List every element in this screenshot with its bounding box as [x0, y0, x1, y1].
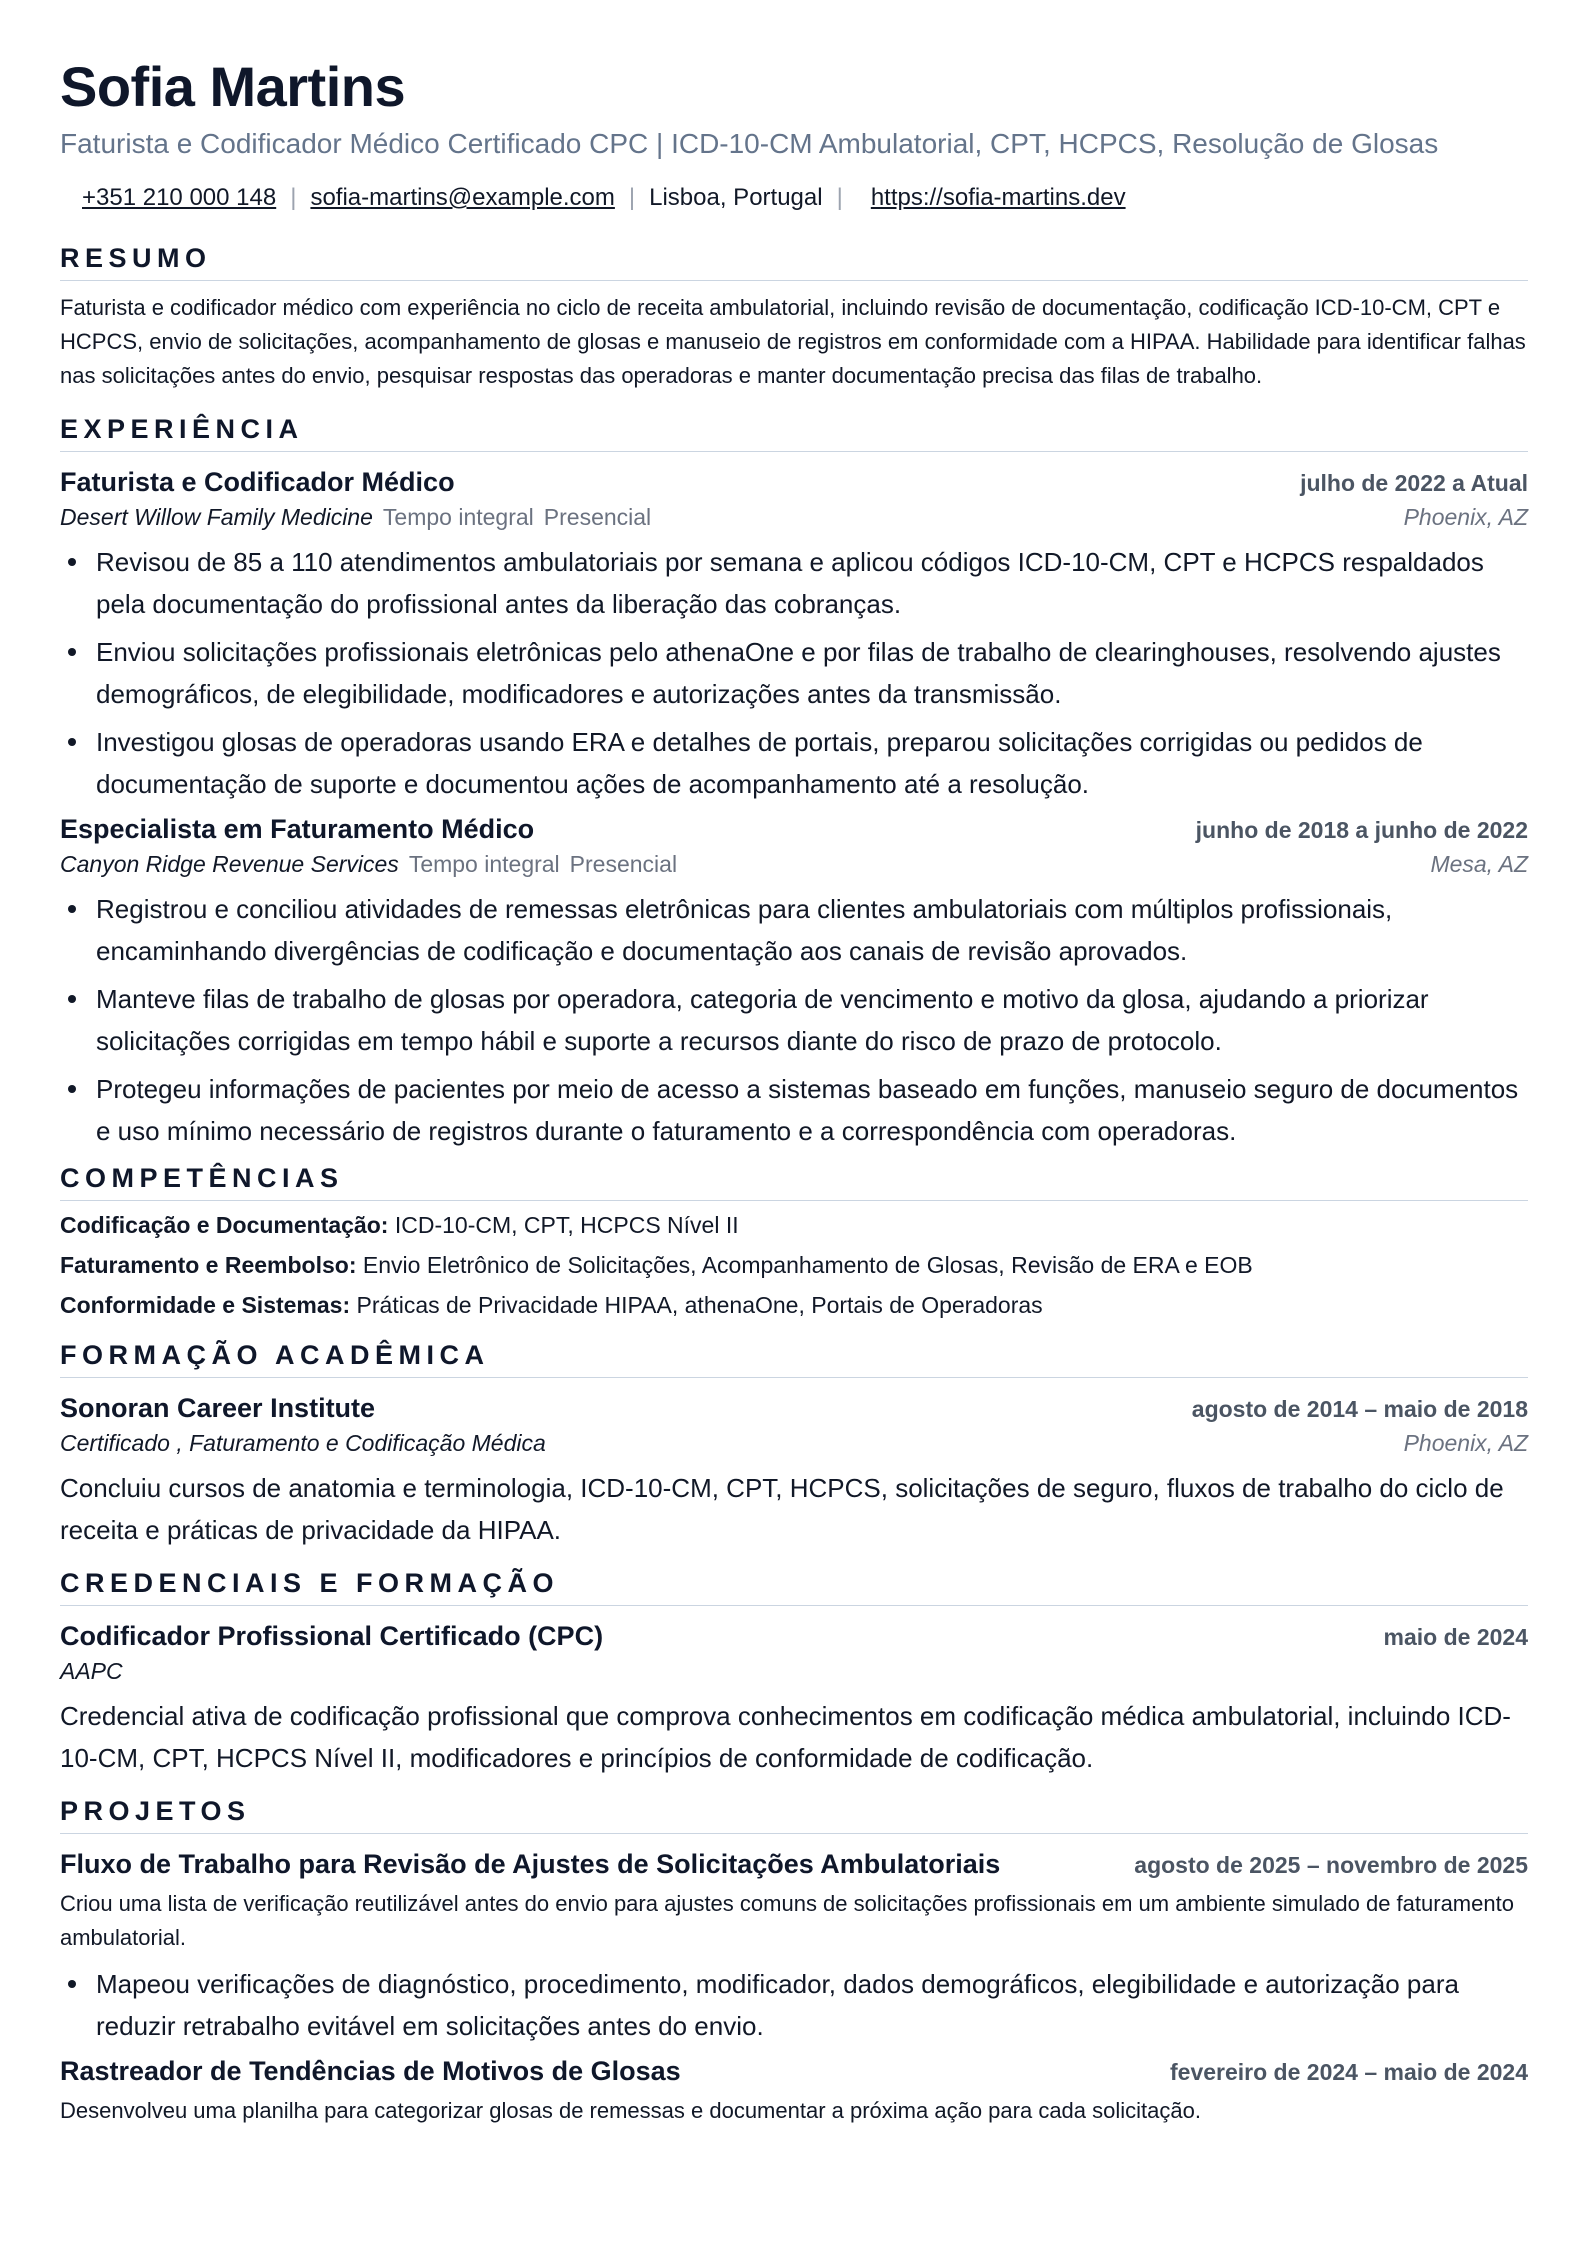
job-entry — [60, 464, 1528, 805]
job-title: Faturista e Codificador Médico — [60, 467, 455, 497]
summary-section — [60, 240, 1528, 393]
skill-label: Conformidade e Sistemas: — [60, 1292, 351, 1318]
skill-label: Faturamento e Reembolso: — [60, 1252, 357, 1278]
project-dates: agosto de 2025 – novembro de 2025 — [1134, 1852, 1528, 1878]
section-title-summary: RESUMO — [60, 240, 1528, 281]
location-text: Lisboa, Portugal — [649, 184, 823, 211]
job-mode-tag: Presencial — [569, 851, 678, 877]
phone-link[interactable]: +351 210 000 148 — [82, 184, 277, 211]
contact-separator: | — [628, 184, 636, 211]
job-dates: julho de 2022 a Atual — [1300, 470, 1528, 496]
education-location: Phoenix, AZ — [1403, 1430, 1528, 1456]
school-name: Sonoran Career Institute — [60, 1393, 376, 1423]
bullet-item: Revisou de 85 a 110 atendimentos ambulatoriais por semana e aplicou códigos ICD-10-CM, CPT e HCPCS respaldados pela documentação do profissional antes da liberação das cobranças. — [60, 541, 1528, 625]
job-bullets — [60, 888, 1528, 1152]
credential-issuer: AAPC — [60, 1658, 123, 1684]
candidate-headline: Faturista e Codificador Médico Certificado CPC | ICD-10-CM Ambulatorial, CPT, HCPCS, Resolução de Glosas — [60, 128, 1439, 159]
job-entry — [60, 811, 1528, 1152]
degree-name: Certificado , Faturamento e Codificação Médica — [60, 1430, 546, 1456]
bullet-item: Enviou solicitações profissionais eletrônicas pelo athenaOne e por filas de trabalho de clearinghouses, resolvendo ajustes demográficos, de elegibilidade, modificadores e autorizações antes da transmissão. — [60, 631, 1528, 715]
skill-line — [60, 1285, 1528, 1325]
job-type-tag: Tempo integral — [382, 504, 534, 530]
education-description: Concluiu cursos de anatomia e terminologia, ICD-10-CM, CPT, HCPCS, solicitações de seguro, fluxos de trabalho do ciclo de receita e práticas de privacidade da HIPAA. — [60, 1473, 1504, 1545]
section-title-credentials: CREDENCIAIS E FORMAÇÃO — [60, 1565, 1528, 1606]
skills-section — [60, 1160, 1528, 1325]
project-entry — [60, 2053, 1528, 2128]
section-title-projects: PROJETOS — [60, 1793, 1528, 1834]
credentials-section — [60, 1565, 1528, 1779]
job-bullets — [60, 541, 1528, 805]
bullet-item: Investigou glosas de operadoras usando ERA e detalhes de portais, preparou solicitações corrigidas ou pedidos de documentação de suporte e documentou ações de acompanhamento até a resolução. — [60, 721, 1528, 805]
contact-separator: | — [836, 184, 843, 211]
education-dates: agosto de 2014 – maio de 2018 — [1191, 1396, 1528, 1422]
project-description: Desenvolveu uma planilha para categorizar glosas de remessas e documentar a próxima ação para cada solicitação. — [60, 2098, 1201, 2123]
skill-label: Codificação e Documentação: — [60, 1212, 389, 1238]
credential-date: maio de 2024 — [1383, 1624, 1528, 1650]
job-location: Mesa, AZ — [1430, 851, 1528, 877]
job-dates: junho de 2018 a junho de 2022 — [1195, 817, 1528, 843]
resume-header — [60, 54, 1528, 214]
skill-line — [60, 1205, 1528, 1245]
bullet-item: Registrou e conciliou atividades de remessas eletrônicas para clientes ambulatoriais com múltiplos profissionais, encaminhando divergências de codificação e documentação aos canais de revisão aprovados. — [60, 888, 1528, 972]
bullet-item: Protegeu informações de pacientes por meio de acesso a sistemas baseado em funções, manuseio seguro de documentos e uso mínimo necessário de registros durante o faturamento e a correspondência com operadoras. — [60, 1068, 1528, 1152]
section-title-education: FORMAÇÃO ACADÊMICA — [60, 1337, 1528, 1378]
project-name: Fluxo de Trabalho para Revisão de Ajustes de Solicitações Ambulatoriais — [60, 1849, 1001, 1879]
contact-separator: | — [290, 184, 297, 211]
job-company: Desert Willow Family Medicine — [60, 504, 373, 530]
bullet-item: Mapeou verificações de diagnóstico, procedimento, modificador, dados demográficos, elegibilidade e autorização para reduzir retrabalho evitável em solicitações antes do envio. — [60, 1963, 1528, 2047]
experience-section — [60, 411, 1528, 1152]
project-description: Criou uma lista de verificação reutilizável antes do envio para ajustes comuns de solicitações profissionais em um ambiente simulado de faturamento ambulatorial. — [60, 1891, 1514, 1950]
credential-name: Codificador Profissional Certificado (CPC) — [60, 1621, 604, 1651]
email-link[interactable]: sofia-martins@example.com — [310, 184, 615, 211]
skill-value: Práticas de Privacidade HIPAA, athenaOne, Portais de Operadoras — [356, 1292, 1043, 1318]
summary-text: Faturista e codificador médico com experiência no ciclo de receita ambulatorial, incluindo revisão de documentação, codificação ICD-10-CM, CPT e HCPCS, envio de solicitações, acompanhamento de glosas e manuseio de registros em conformidade com a HIPAA. Habilidade para identificar falhas nas solicitações antes do envio, pesquisar respostas das operadoras e manter documentação precisa das filas de trabalho. — [60, 295, 1526, 388]
section-title-experience: EXPERIÊNCIA — [60, 411, 1528, 452]
project-name: Rastreador de Tendências de Motivos de Glosas — [60, 2056, 681, 2086]
job-company: Canyon Ridge Revenue Services — [60, 851, 399, 877]
projects-section — [60, 1793, 1528, 2128]
website-link[interactable]: https://sofia-martins.dev — [870, 184, 1126, 211]
candidate-name: Sofia Martins — [60, 55, 406, 118]
education-section — [60, 1337, 1528, 1551]
skill-value: ICD-10-CM, CPT, HCPCS Nível II — [394, 1212, 739, 1238]
contact-bar — [60, 182, 1528, 214]
project-entry — [60, 1846, 1528, 2047]
job-mode-tag: Presencial — [543, 504, 652, 530]
project-dates: fevereiro de 2024 – maio de 2024 — [1170, 2059, 1528, 2085]
skill-line — [60, 1245, 1528, 1285]
bullet-item: Manteve filas de trabalho de glosas por operadora, categoria de vencimento e motivo da glosa, ajudando a priorizar solicitações corrigidas em tempo hábil e suporte a recursos diante do risco de prazo de protocolo. — [60, 978, 1528, 1062]
project-bullets — [60, 1963, 1528, 2047]
job-type-tag: Tempo integral — [408, 851, 560, 877]
skill-value: Envio Eletrônico de Solicitações, Acompanhamento de Glosas, Revisão de ERA e EOB — [362, 1252, 1253, 1278]
job-title: Especialista em Faturamento Médico — [60, 814, 535, 844]
job-location: Phoenix, AZ — [1403, 504, 1528, 530]
credential-description: Credencial ativa de codificação profissional que comprova conhecimentos em codificação médica ambulatorial, incluindo ICD-10-CM, CPT, HCPCS Nível II, modificadores e princípios de conformidade de codificação. — [60, 1701, 1511, 1773]
section-title-skills: COMPETÊNCIAS — [60, 1160, 1528, 1201]
